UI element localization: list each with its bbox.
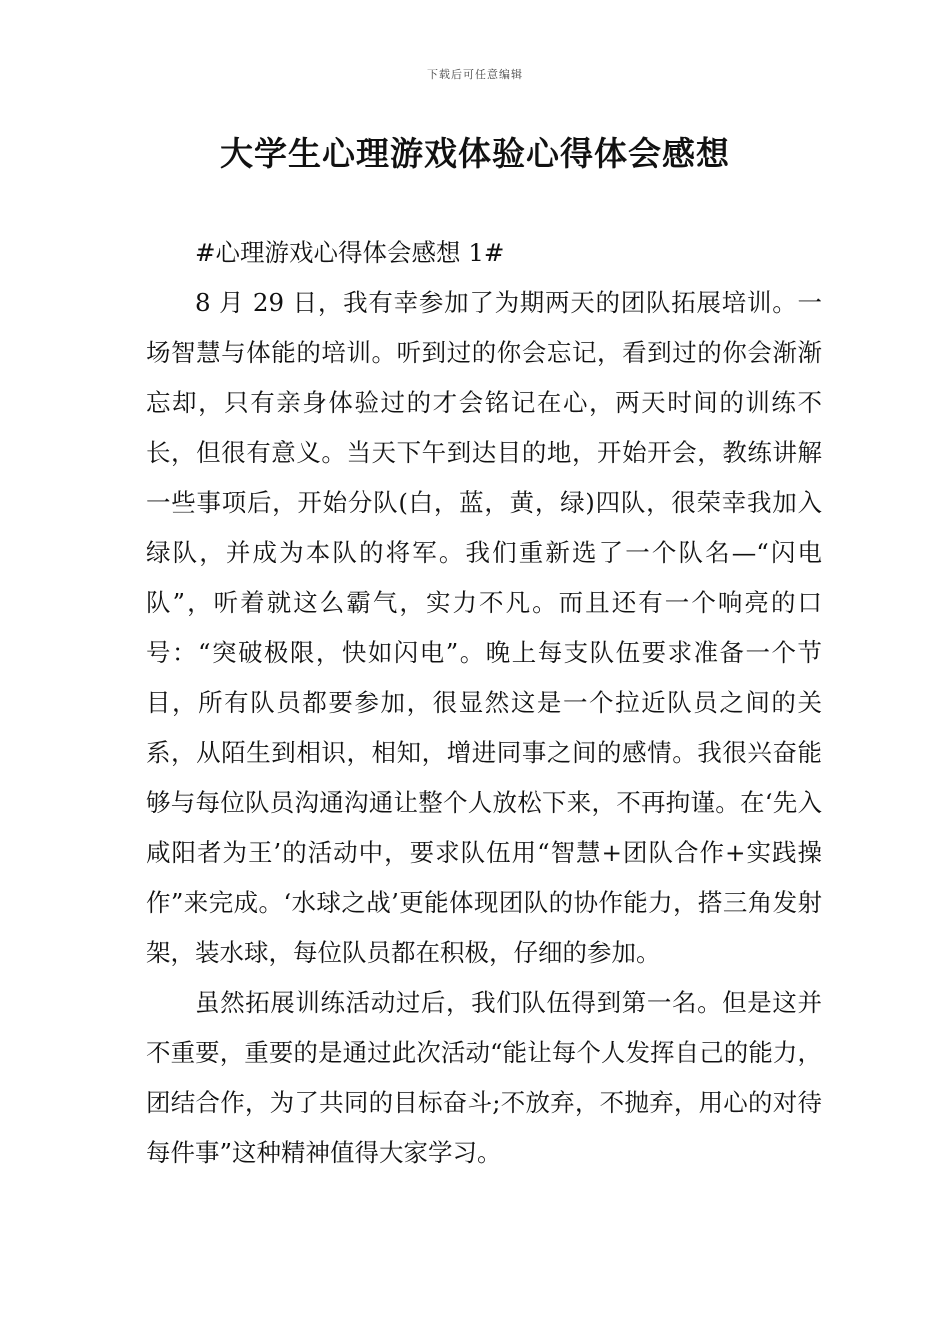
document-body: [146, 228, 822, 1178]
paragraph-2: 虽然拓展训练活动过后，我们队伍得到第一名。但是这并不重要，重要的是通过此次活动“能让每个人发挥自己的能力，团结合作，为了共同的目标奋斗;不放弃，不抛弃，用心的对待每件事”这种精神值得大家学习。: [146, 988, 822, 1167]
header-note: 下载后可任意编辑: [427, 68, 523, 81]
section-heading: #心理游戏心得体会感想 1#: [195, 238, 505, 267]
paragraph-1: 8 月 29 日，我有幸参加了为期两天的团队拓展培训。一场智慧与体能的培训。听到过的你会忘记，看到过的你会渐渐忘却，只有亲身体验过的才会铭记在心，两天时间的训练不长，但很有意义。当天下午到达目的地，开始开会，教练讲解一些事项后，开始分队(白，蓝，黄，绿)四队，很荣幸我加入绿队，并成为本队的将军。我们重新选了一个队名—“闪电队”，听着就这么霸气，实力不凡。而且还有一个响亮的口号：“突破极限，快如闪电”。晚上每支队伍要求准备一个节目，所有队员都要参加，很显然这是一个拉近队员之间的关系，从陌生到相识，相知，增进同事之间的感情。我很兴奋能够与每位队员沟通沟通让整个人放松下来，不再拘谨。在‘先入咸阳者为王’的活动中，要求队伍用“智慧+团队合作+实践操作”来完成。‘水球之战’更能体现团队的协作能力，搭三角发射架，装水球，每位队员都在积极，仔细的参加。: [146, 288, 822, 967]
document-title: 大学生心理游戏体验心得体会感想: [220, 134, 730, 173]
